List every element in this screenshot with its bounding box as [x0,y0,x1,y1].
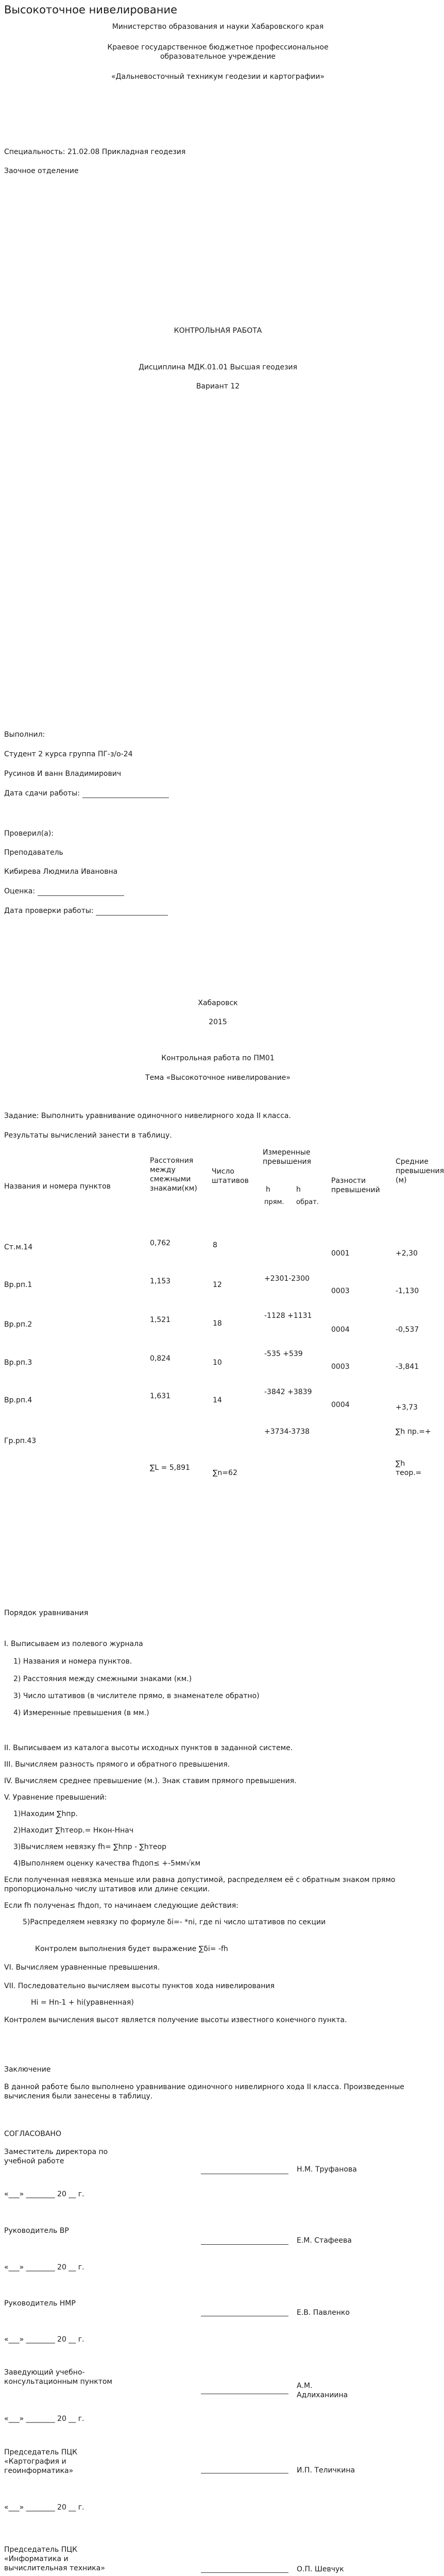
table-row-distance: 0,762 [150,1239,171,1247]
procedure-ii: II. Выписываем из каталога высоты исходных пунктов в заданной системе. [4,1744,293,1752]
table-row-stations: 8 [213,1241,217,1249]
procedure-v-item: 2)Находит ∑hтеор.= Нкон-Ннач [13,1826,134,1835]
signature-line [201,2244,288,2245]
table-row-avg: -3,841 [396,1363,419,1371]
specialty-line: Специальность: 21.02.08 Прикладная геодезия [4,148,186,156]
signer-date: «___» ________ 20 __ г. [4,2415,84,2423]
grade-row [4,887,124,896]
table-row-stations: 18 [213,1319,222,1328]
table-row-point: Вр.рп.1 [4,1281,32,1289]
procedure-iii: III. Вычисляем разность прямого и обратного превышения. [4,1760,230,1769]
procedure-v-item: 1)Находим ∑hпр. [13,1810,78,1818]
task-line-2: Результаты вычислений занести в таблицу. [4,1131,172,1140]
kr-title: Контрольная работа по ПМ01 [161,1054,275,1062]
table-row-point: Вр.рп.2 [4,1320,32,1329]
col-header-h-sub: обрат. [296,1198,319,1206]
signer-date: «___» ________ 20 __ г. [4,2190,84,2198]
table-row-point: Ст.м.14 [4,1243,33,1251]
department-line: Заочное отделение [4,167,79,175]
procedure-vi: VI. Вычисляем уравненные превышения. [4,1963,160,1972]
city-line: Хабаровск [198,999,238,1007]
year-line: 2015 [209,1018,227,1026]
signer-name: Е.М. Стафеева [297,2236,352,2245]
signer-name: И.П. Теличкина [297,2466,355,2475]
signer-role: Руководитель ВР [4,2227,69,2235]
procedure-v-note: Если полученная невязка меньше или равна допустимой, распределяем её с обратным знаком прямо пропорционально числу штативов или длине секции. [4,1876,396,1893]
signer-name: Е.В. Павленко [297,2309,350,2317]
checked-label: Проверил(а): [4,829,54,838]
check-date-field [96,915,168,916]
table-row-distance: 1,521 [150,1316,171,1324]
table-row-point: Вр.рп.4 [4,1396,32,1404]
table-row-distance: 1,153 [150,1277,171,1285]
table-row-avg: +3,73 [396,1403,418,1412]
signer-role: Председатель ПЦК «Картография и геоинформатика» [4,2448,78,2475]
table-row-avg: -1,130 [396,1287,419,1295]
col-header-n-sub: прям. [264,1198,284,1206]
procedure-v-note2: Если fh получена≤ fhдоп, то начинаем следующие действия: [4,1902,238,1910]
signer-date: «___» ________ 20 __ г. [4,2263,84,2272]
procedure-i-item: 3) Число штативов (в числителе прямо, в знаменателе обратно) [13,1692,260,1700]
signer-role: Руководитель НМР [4,2299,76,2308]
work-type: КОНТРОЛЬНАЯ РАБОТА [174,327,262,335]
table-row-point: Вр.рп.3 [4,1359,32,1367]
procedure-i-item: 4) Измеренные превышения (в мм.) [13,1709,149,1717]
procedure-title: Порядок уравнивания [4,1609,89,1617]
col-header-h: h [296,1185,301,1194]
signer-role: Заместитель директора по учебной работе [4,2148,108,2165]
grade-field [38,895,124,896]
table-row-stations: 10 [213,1359,222,1367]
col-header-stations: Число штативов [212,1167,249,1185]
table-row-stations: 12 [213,1281,222,1289]
col-header-distance: Расстояния между смежными знаками(км) [150,1157,197,1193]
procedure-v-item: 4)Выполняем оценку качества fhдоп≤ +-5мм√км [13,1859,201,1868]
procedure-vii: VII. Последовательно вычисляем высоты пунктов хода нивелирования [4,1982,275,1990]
approval-title: СОГЛАСОВАНО [4,2130,61,2138]
task-line-1: Задание: Выполнить уравнивание одиночного нивелирного хода II класса. [4,1112,291,1120]
student-name: Русинов И ванн Владимирович [4,770,122,778]
table-row-measured: +2301-2300 [264,1275,310,1283]
discipline-line: Дисциплина МДК.01.01 Высшая геодезия [138,363,298,371]
table-row-diff: 0003 [331,1363,350,1371]
signer-role: Заведующий учебно-консультационным пунктом [4,2368,112,2386]
procedure-i: I. Выписываем из полевого журнала [4,1640,143,1648]
col-header-avg: Средние превышения (м) [396,1158,444,1184]
procedure-v-sub: 5)Распределяем невязку по формуле δi=- *ni, где ni число штативов по секции [23,1918,326,1926]
kr-topic: Тема «Высокоточное нивелирование» [145,1074,291,1082]
procedure-v: V. Уравнение превышений: [4,1793,107,1802]
student-line: Студент 2 курса группа ПГ-з/о-24 [4,750,133,758]
col-header-n: h [266,1185,270,1194]
col-header-diff: Разности превышений [331,1177,380,1194]
table-row-point: Гр.рп.43 [4,1437,37,1445]
signer-name: А.М. Адлиханиина [297,2382,348,2399]
grade-label: Оценка: [4,887,36,895]
table-row-distance: 0,824 [150,1354,171,1363]
sum-stations: ∑n=62 [213,1469,237,1477]
procedure-i-item: 1) Названия и номера пунктов. [13,1657,132,1666]
table-row-diff: 0004 [331,1401,350,1409]
conclusion-title: Заключение [4,2065,51,2074]
signer-role: Председатель ПЦК «Информатика и вычислительная техника» [4,2546,105,2572]
procedure-v-item: 3)Вычисляем невязку fh= ∑hпр - ∑hтеор [13,1843,166,1851]
sum-distance: ∑L = 5,891 [150,1464,190,1472]
signature-line [201,2572,288,2573]
table-row-measured: +3734-3738 [264,1428,310,1436]
conclusion-text: В данной работе было выполнено уравнивание одиночного нивелирного хода II класса. Произведенные вычисления были занесены в таблицу. [4,2083,404,2100]
procedure-v-control: Контролем выполнения будет выражение ∑δi= -fh [35,1945,228,1953]
signer-date: «___» ________ 20 __ г. [4,2335,84,2344]
college-line: «Дальневосточный техникум геодезии и картографии» [111,73,325,81]
table-row-distance: 1,631 [150,1392,171,1400]
signer-name: Н.М. Труфанова [297,2165,357,2174]
check-date-label: Дата проверки работы: [4,907,94,915]
submit-date-row [4,789,169,798]
table-row-stations: 14 [213,1396,222,1404]
institution-line: Краевое государственное бюджетное профессиональное образовательное учреждение [107,43,329,61]
teacher-name: Кибирева Людмила Ивановна [4,868,118,876]
ministry-line: Министерство образования и науки Хабаровского края [112,23,324,31]
signer-name: О.П. Шевчук [297,2565,344,2573]
table-row-measured: -1128 +1131 [264,1312,312,1320]
table-row-diff: 0003 [331,1287,350,1295]
teacher-role: Преподаватель [4,849,63,857]
table-row-diff: 0004 [331,1326,350,1334]
performed-label: Выполнил: [4,731,45,739]
col-header-measured: Измеренные превышения [263,1148,312,1166]
page-title: Высокоточное нивелирование [4,4,178,16]
signer-date: «___» ________ 20 __ г. [4,2503,84,2512]
procedure-i-item: 2) Расстояния между смежными знаками (км.) [13,1675,192,1683]
sum-theor: ∑h теор.= [396,1460,422,1477]
table-row-avg: ∑h пр.=+ [396,1428,431,1436]
table-row-avg: -0,537 [396,1326,419,1334]
table-row-diff: 0001 [331,1249,350,1258]
check-date-row [4,906,168,916]
procedure-vii-formula: Hi = Hn-1 + hi(уравненная) [31,1998,134,2007]
table-row-measured: -3842 +3839 [264,1388,312,1396]
table-row-avg: +2,30 [396,1249,418,1258]
variant-line: Вариант 12 [196,382,240,391]
col-header-name: Названия и номера пунктов [4,1182,111,1191]
submit-date-label: Дата сдачи работы: [4,789,80,798]
procedure-iv: IV. Вычисляем среднее превышение (м.). Знак ставим прямого превышения. [4,1777,297,1785]
table-row-measured: -535 +539 [264,1350,303,1358]
procedure-vii-control: Контролем вычисления высот является получение высоты известного конечного пункта. [4,2016,347,2024]
